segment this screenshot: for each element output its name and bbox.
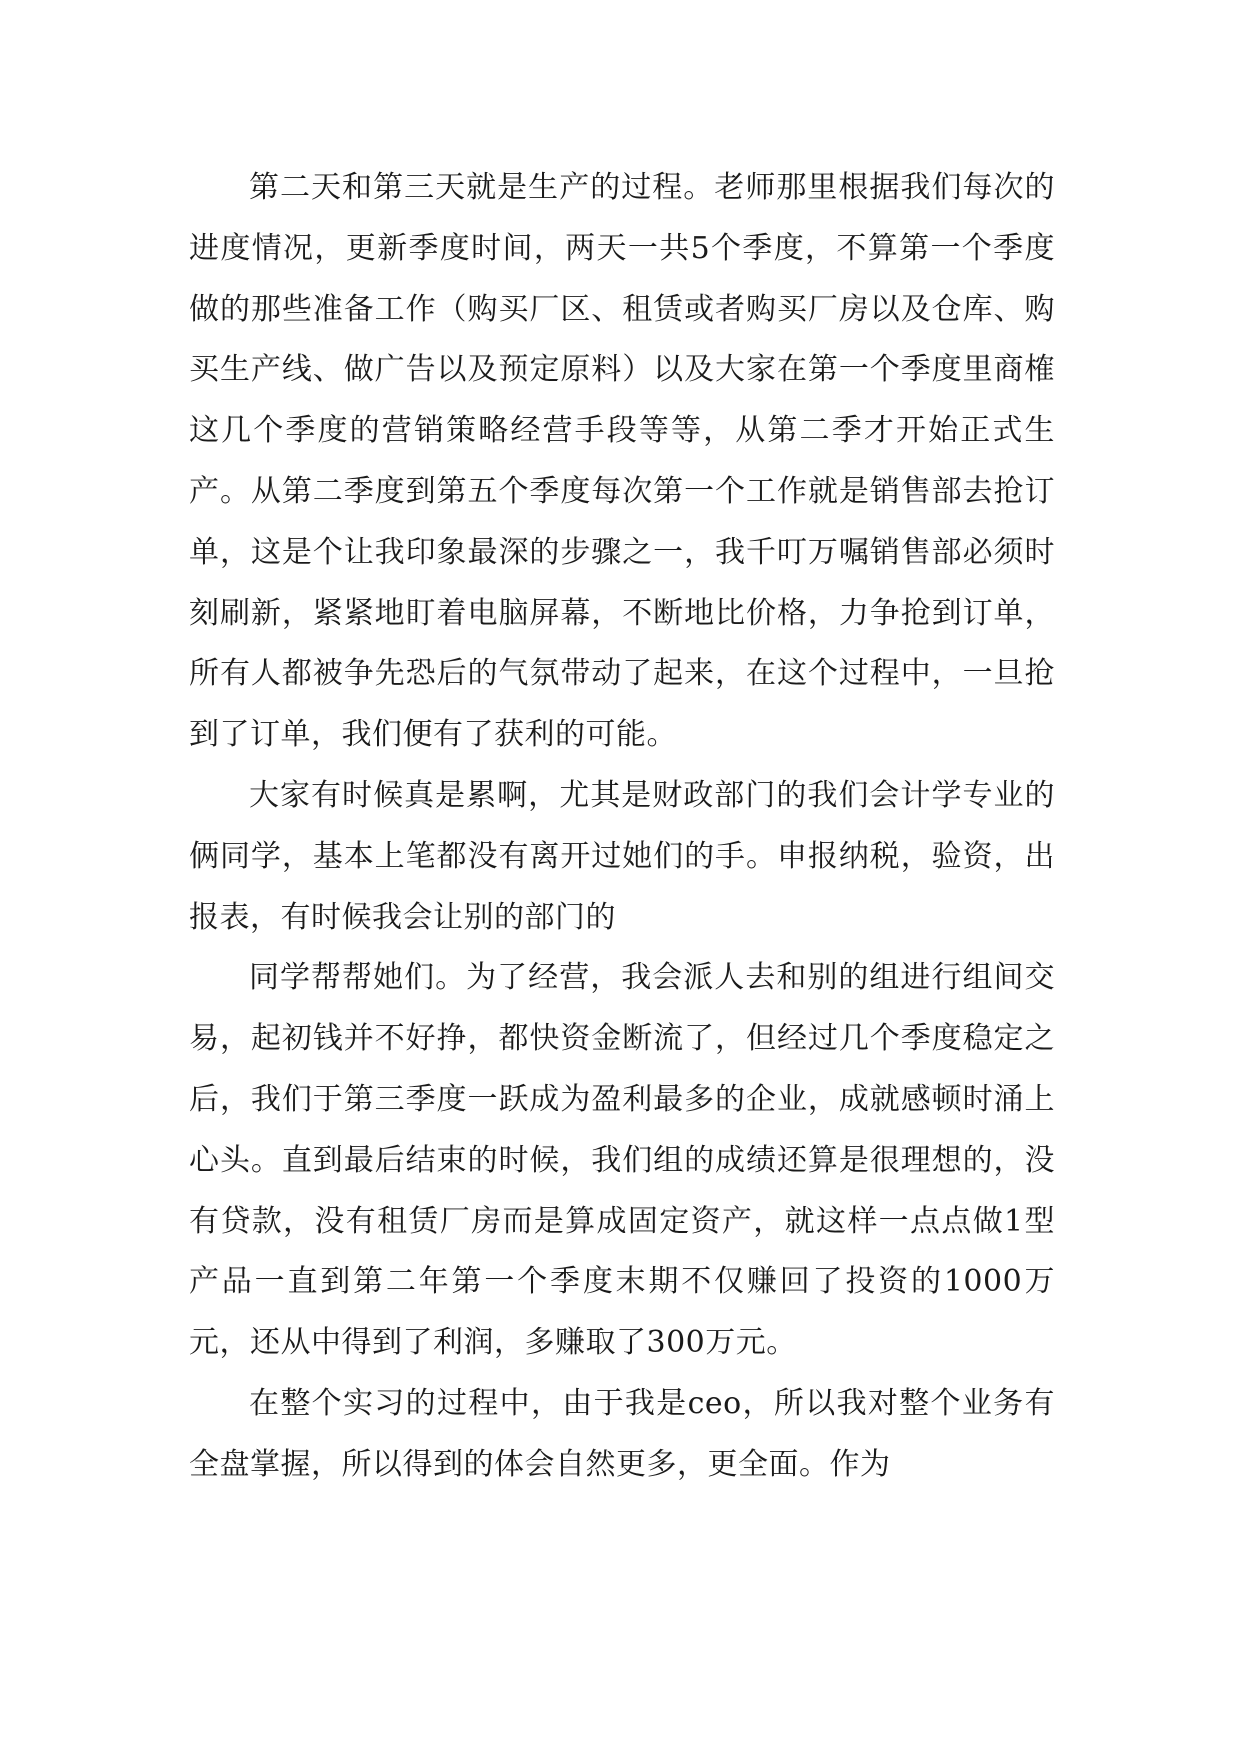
paragraph-production-process: 第二天和第三天就是生产的过程。老师那里根据我们每次的进度情况，更新季度时间，两天一共5个季度，不算第一个季度做的那些准备工作（购买厂区、租赁或者购买厂房以及仓库、购买生产线、做广告以及预定原料）以及大家在第一个季度里商榷这几个季度的营销策略经营手段等等，从第二季才开始正式生产。从第二季度到第五个季度每次第一个工作就是销售部去抢订单，这是个让我印象最深的步骤之一，我千叮万嘱销售部必须时刻刷新，紧紧地盯着电脑屏幕，不断地比价格，力争抢到订单，所有人都被争先恐后的气氛带动了起来，在这个过程中，一旦抢到了订单，我们便有了获利的可能。: [189, 170, 1055, 753]
paragraph-operations-results: 同学帮帮她们。为了经营，我会派人去和别的组进行组间交易，起初钱并不好挣，都快资金断流了，但经过几个季度稳定之后，我们于第三季度一跃成为盈利最多的企业，成就感顿时涌上心头。直到最后结束的时候，我们组的成绩还算是很理想的，没有贷款，没有租赁厂房而是算成固定资产，就这样一点点做1型产品一直到第二年第一个季度末期不仅赚回了投资的1000万元，还从中得到了利润，多赚取了300万元。: [189, 960, 1055, 1361]
paragraph-finance-department: 大家有时候真是累啊，尤其是财政部门的我们会计学专业的俩同学，基本上笔都没有离开过她们的手。申报纳税，验资，出报表，有时候我会让别的部门的: [189, 777, 1055, 935]
document-page: [189, 158, 1055, 1496]
paragraph-ceo-reflection: 在整个实习的过程中，由于我是ceo，所以我对整个业务有全盘掌握，所以得到的体会自然更多，更全面。作为: [189, 1385, 1055, 1482]
